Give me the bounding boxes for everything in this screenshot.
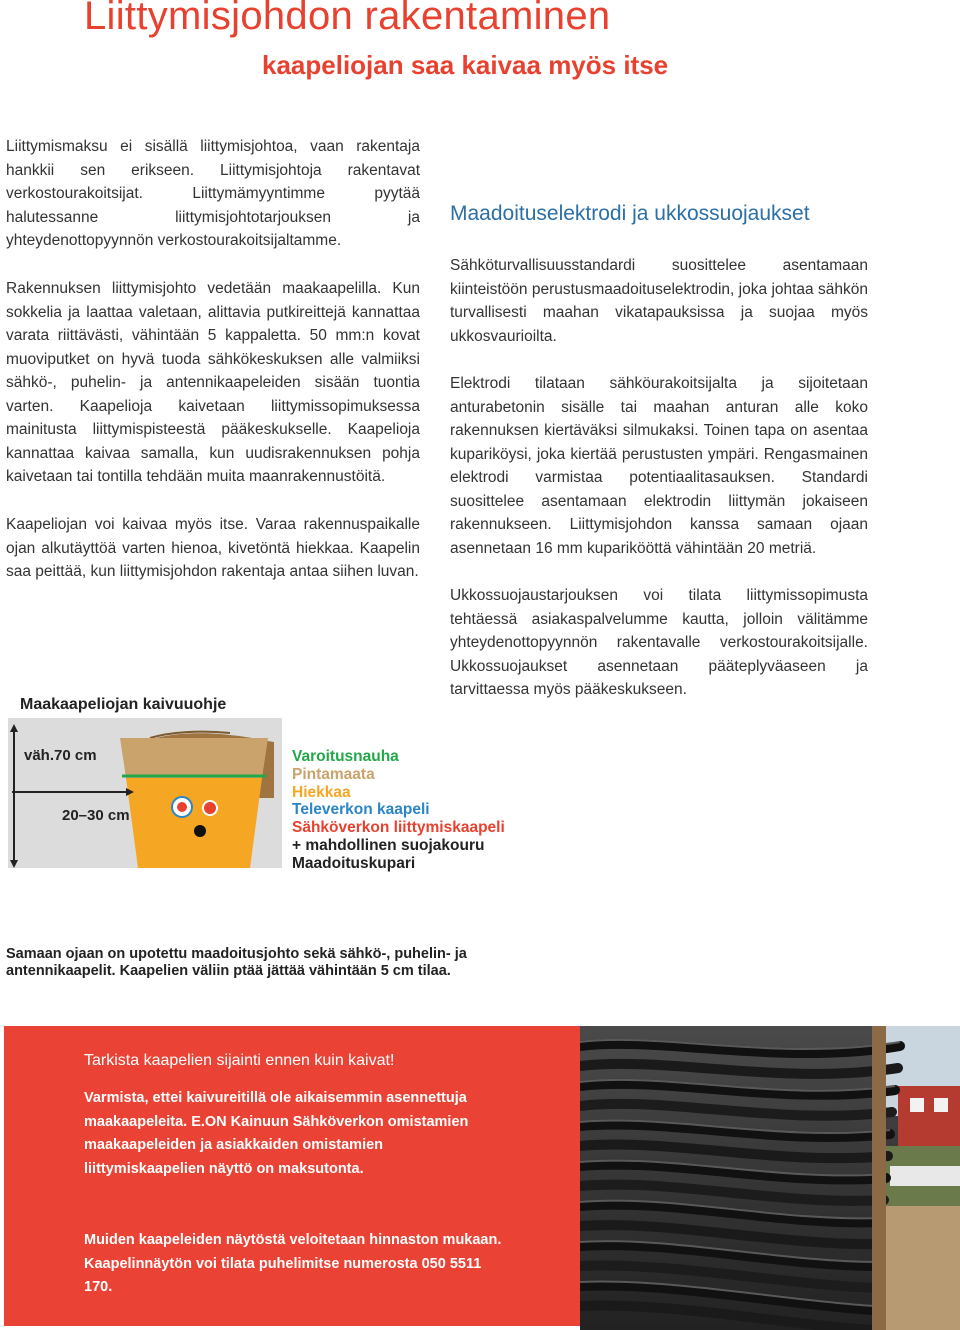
legend-telecom-cable: Televerkon kaapeli — [292, 801, 430, 819]
intro-paragraph: Liittymismaksu ei sisällä liittymisjohtoa, vaan rakentaja hankkii sen erikseen. Liittymisjohtoja rakentavat verkostourakoitsijat. Liittymämyyntimme pyytää halutessanne liittymisjohtotarjouksen ja yhteydenottopyynnön verkostourakoitsijaltamme. — [6, 138, 420, 249]
legend-power-cable: Sähköverkon liittymiskaapeli — [292, 819, 505, 837]
legend-topsoil: Pintamaata — [292, 765, 375, 783]
notice-paragraph-2: Muiden kaapeleiden näytöstä veloitetaan hinnaston mukaan. Kaapelinnäytön voi tilata puhelimitse numerosta 050 5511 170. — [84, 1232, 502, 1296]
notice-heading: Tarkista kaapelien sijainti ennen kuin kaivat! — [84, 1052, 395, 1069]
width-label: 20–30 cm — [62, 807, 130, 824]
grounding-paragraph-1: Sähköturvallisuusstandardi suosittelee asentamaan kiinteistöön perustusmaadoituselektrodin, joka johtaa sähkön turvallisesti maahan vikatapauksissa ja suojaa myös ukkosvaurioilta. — [450, 257, 868, 345]
grounding-heading: Maadoituselektrodi ja ukkossuojaukset — [450, 202, 810, 225]
depth-label: väh.70 cm — [24, 747, 97, 764]
legend-sand: Hiekkaa — [292, 783, 351, 801]
notice-paragraph-1: Varmista, ettei kaivureitillä ole aikaisemmin asennettuja maakaapeleita. E.ON Kainuun Sähköverkon omistamien maakaapeleiden ja asiakkaiden omistamien liittymiskaapelien näyttö on maksutonta. — [84, 1090, 469, 1177]
diagram-legend — [292, 748, 505, 873]
diagram-title: Maakaapeliojan kaivuuohje — [20, 696, 227, 713]
cable-reel-photo — [580, 1026, 960, 1330]
diagram-caption: Samaan ojaan on upotettu maadoitusjohto sekä sähkö-, puhelin- ja antennikaapelit. Kaapelien väliin ptää jättää vähintään 5 cm tilaa. — [6, 946, 467, 979]
legend-grounding-copper: Maadoituskupari — [292, 854, 416, 872]
legend-protective-duct: + mahdollinen suojakouru — [292, 836, 485, 854]
grounding-paragraph-2: Elektrodi tilataan sähköurakoitsijalta ja sijoitetaan anturabetonin sisälle tai maahan anturan alle koko rakennuksen kiertäväksi silmukaksi. Toinen tapa on asentaa kupariköysi, joka kiertää perustusten ympäri. Rengasmainen elektrodi varmistaa potentiaalitasauksen. Standardi suosittelee asentamaan elektrodin liittymän jokaiseen rakennukseen. Liittymisjohdon kanssa samaan ojaan asennetaan 16 mm kuparikööttä vähintään 20 metriä. — [450, 375, 868, 557]
page-title: Liittymisjohdon rakentaminen — [84, 0, 611, 38]
digging-paragraph: Kaapeliojan voi kaivaa myös itse. Varaa rakennuspaikalle ojan alkutäyttöä varten hienoa, kivetöntä hiekkaa. Kaapelin saa peittää, kun liittymisjohdon rakentaja antaa siihen luvan. — [6, 516, 420, 580]
page-subtitle: kaapeliojan saa kaivaa myös itse — [262, 50, 669, 80]
grounding-paragraph-3: Ukkossuojaustarjouksen voi tilata liittymissopimusta tehtäessä asiakaspalvelumme kautta, jolloin välitämme yhteydenottopyynnön rakentavalle verkostourakoitsijalle. Ukkossuojaukset asennetaan pääteplyväaseen ja tarvittaessa myös pääkeskukseen. — [450, 587, 868, 698]
trench-diagram — [0, 718, 290, 868]
legend-warning-tape: Varoitusnauha — [292, 748, 399, 765]
cable-paragraph: Rakennuksen liittymisjohto vedetään maakaapelilla. Kun sokkelia ja laattaa valetaan, alittavia putkireittejä kannattaa varata riittävästi, vähintään 5 kappaletta. 50 mm:n kovat muoviputket on hyvä tuoda sähkökeskuksen alle valmiiksi sähkö-, puhelin- ja antennikaapeleiden sisään tuontia varten. Kaapelioja kaivetaan liittymissopimuksessa mainitusta liittymispisteestä pääkeskukselle. Kaapelioja kannattaa kaivaa samalla, kun uudisrakennuksen pohja kaivetaan tai tontilla tehdään muita maanrakennustöitä. — [6, 280, 420, 485]
